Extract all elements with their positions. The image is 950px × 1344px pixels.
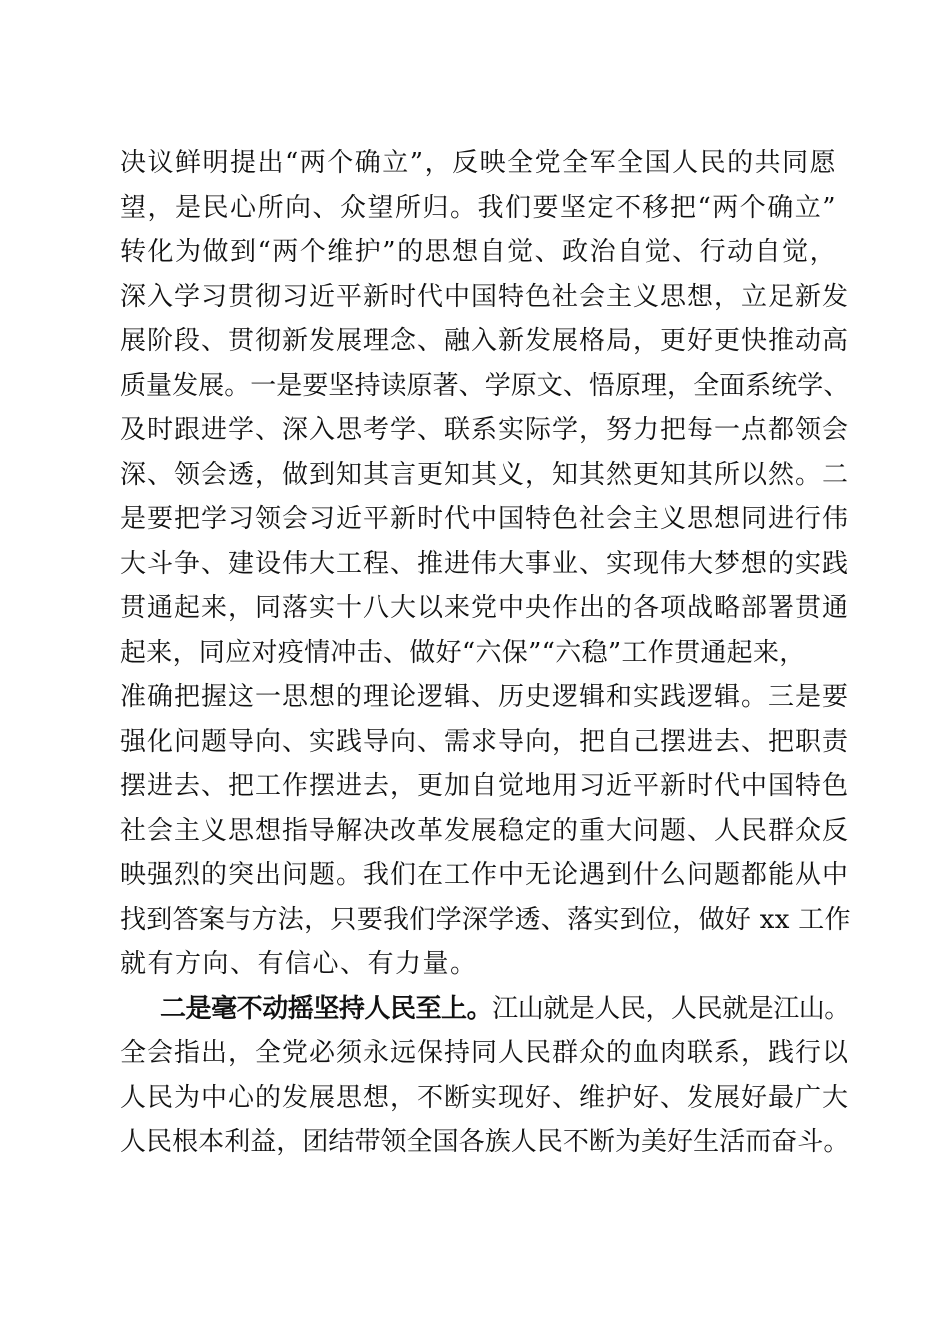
text-line: 起来，同应对疫情冲击、做好“六保”“六稳”工作贯通起来， xyxy=(120,637,806,668)
text-line: 及时跟进学、深入思考学、联系实际学，努力把每一点都领会 xyxy=(120,415,850,445)
text-line: 大斗争、建设伟大工程、推进伟大事业、实现伟大梦想的实践 xyxy=(120,548,850,579)
text-line: 映强烈的突出问题。我们在工作中无论遇到什么问题都能从中 xyxy=(120,860,850,890)
text-line: 贯通起来，同落实十八大以来党中央作出的各项战略部署贯通 xyxy=(120,593,850,623)
paragraph-first-line-text: 江山就是人民，人民就是江山。 xyxy=(492,993,850,1024)
text-line: 全会指出，全党必须永远保持同人民群众的血肉联系，践行以 xyxy=(120,1038,850,1068)
text-line: 深入学习贯彻习近平新时代中国特色社会主义思想，立足新发 xyxy=(120,281,850,312)
paragraph-2 xyxy=(120,987,848,1165)
text-line: 摆进去、把工作摆进去，更加自觉地用习近平新时代中国特色 xyxy=(120,771,850,801)
text-line: 人民为中心的发展思想，不断实现好、维护好、发展好最广大 xyxy=(120,1082,850,1113)
text-line: 决议鲜明提出“两个确立”，反映全党全军全国人民的共同愿 xyxy=(120,148,838,178)
document-body xyxy=(120,141,851,1165)
text-line: 人民根本利益，团结带领全国各族人民不断为美好生活而奋斗。 xyxy=(120,1127,850,1157)
text-line: 望，是民心所向、众望所归。我们要坚定不移把“两个确立” xyxy=(120,192,838,223)
text-line: 展阶段、贯彻新发展理念、融入新发展格局，更好更快推动高 xyxy=(120,326,850,356)
text-line: 质量发展。一是要坚持读原著、学原文、悟原理，全面系统学、 xyxy=(120,370,850,401)
text-line: 是要把学习领会习近平新时代中国特色社会主义思想同进行伟 xyxy=(120,504,850,534)
text-line: 找到答案与方法，只要我们学深学透、落实到位，做好 xx 工作 xyxy=(120,904,851,935)
text-line: 深、领会透，做到知其言更知其义，知其然更知其所以然。二 xyxy=(120,459,850,490)
text-line: 强化问题导向、实践导向、需求导向，把自己摆进去、把职责 xyxy=(120,726,850,757)
text-line: 转化为做到“两个维护”的思想自觉、政治自觉、行动自觉， xyxy=(120,237,838,267)
paragraph-heading: 二是毫不动摇坚持人民至上。 xyxy=(160,993,493,1024)
paragraph-1 xyxy=(120,141,851,987)
text-line: 就有方向、有信心、有力量。 xyxy=(120,949,478,979)
text-line: 社会主义思想指导解决改革发展稳定的重大问题、人民群众反 xyxy=(120,815,850,846)
paragraph-first-line xyxy=(120,987,848,1032)
text-line: 准确把握这一思想的理论逻辑、历史逻辑和实践逻辑。三是要 xyxy=(120,682,850,712)
